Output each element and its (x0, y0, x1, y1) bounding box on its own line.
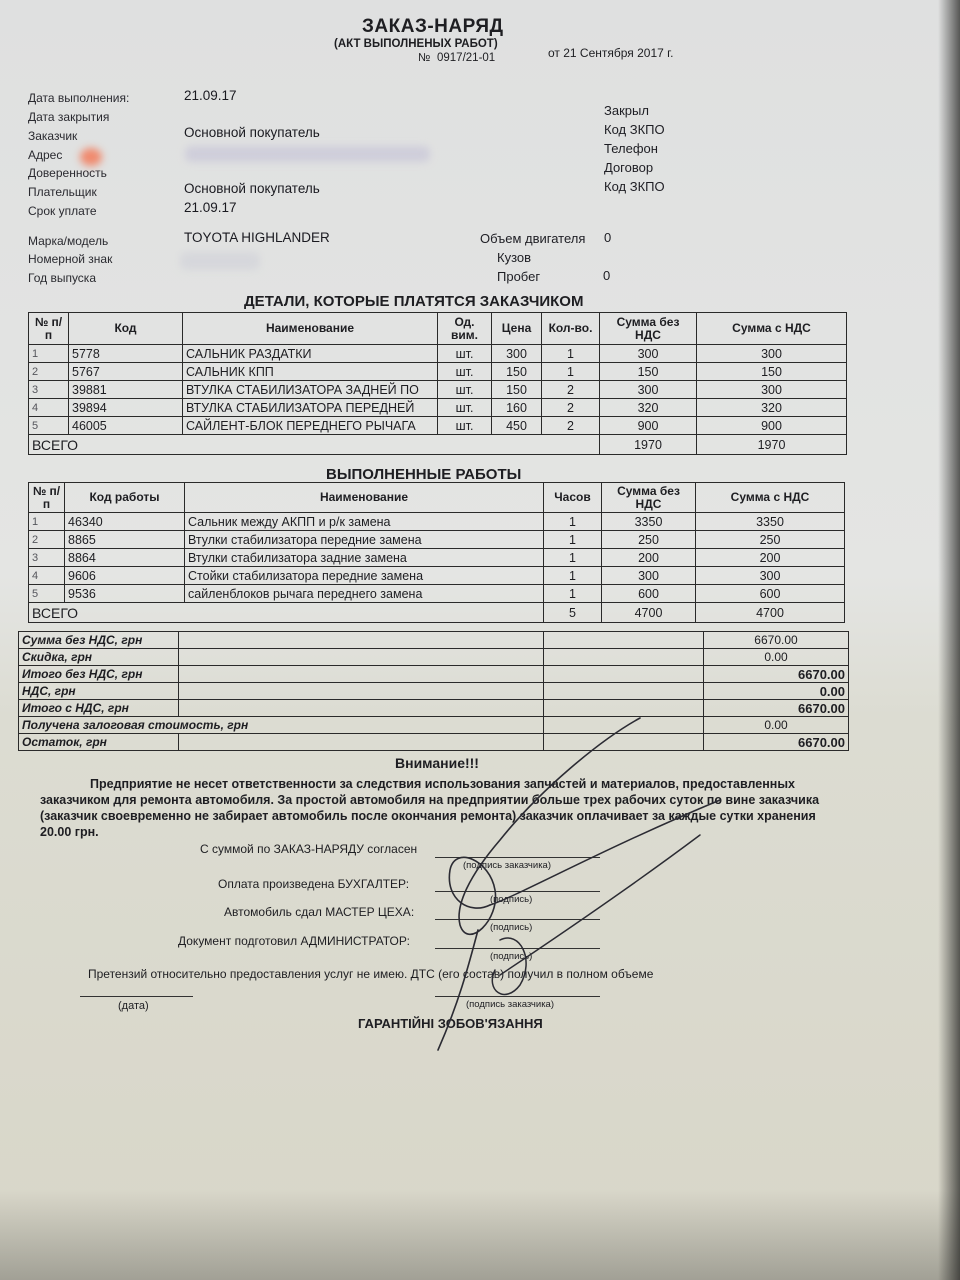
warning-text: Предприятие не несет ответственности за следствия использования запчастей и материалов, предоставленных заказчиком для ремонта автомобиля. За простой автомобиля на предприятии больше трех рабочих суток по вине заказчика (заказчик своевременно не забирает автомобиль после окончания ремонта) заказчик оплачивает за каждые сутки хранения 20.00 грн. (40, 777, 820, 839)
part-qty: 2 (542, 417, 600, 435)
work-hours: 1 (544, 549, 602, 567)
claims-date-sub: (дата) (118, 1000, 149, 1012)
part-name: ВТУЛКА СТАБИЛИЗАТОРА ЗАДНЕЙ ПО (183, 381, 438, 399)
part-sum-vat: 900 (697, 417, 847, 435)
works-header-num: № п/п (29, 483, 65, 513)
document-title: ЗАКАЗ-НАРЯД (362, 16, 504, 37)
work-code: 9606 (65, 567, 185, 585)
parts-header-num: № п/п (29, 313, 69, 345)
summary-label: Сумма без НДС, грн (19, 632, 179, 649)
works-section-title: ВЫПОЛНЕННЫЕ РАБОТЫ (326, 466, 522, 483)
work-sum-vat: 200 (696, 549, 845, 567)
summary-label: Итого с НДС, грн (19, 700, 179, 717)
part-sum-no-vat: 150 (600, 363, 697, 381)
signature-agree-sub: (подпись заказчика) (463, 860, 552, 871)
claims-text: Претензий относительно предоставления услуг не имею. ДТС (его состав) получил в полном объеме (88, 967, 654, 981)
part-num: 5 (29, 417, 69, 435)
summary-value: 0.00 (704, 683, 849, 700)
part-qty: 1 (542, 363, 600, 381)
work-name: Втулки стабилизатора передние замена (185, 531, 544, 549)
part-code: 39881 (69, 381, 183, 399)
parts-header-sum-vat: Сумма с НДС (697, 313, 847, 345)
part-code: 5778 (69, 345, 183, 363)
part-sum-vat: 150 (697, 363, 847, 381)
work-code: 46340 (65, 513, 185, 531)
works-header-hours: Часов (544, 483, 602, 513)
work-sum-vat: 3350 (696, 513, 845, 531)
part-name: САЛЬНИК РАЗДАТКИ (183, 345, 438, 363)
work-name: Стойки стабилизатора передние замена (185, 567, 544, 585)
work-num: 5 (29, 585, 65, 603)
parts-header-sum-no-vat: Сумма без НДС (600, 313, 697, 345)
parts-header-price: Цена (492, 313, 542, 345)
warranty-title: ГАРАНТІЙНІ ЗОБОВ'ЯЗАННЯ (358, 1016, 543, 1031)
parts-header-unit: Од. вим. (438, 313, 492, 345)
works-header-sum-vat: Сумма с НДС (696, 483, 845, 513)
info-label-payment-due: Срок уплате (28, 204, 97, 218)
work-code: 8865 (65, 531, 185, 549)
work-code: 9536 (65, 585, 185, 603)
parts-total-no-vat: 1970 (600, 435, 697, 455)
signature-admin-sub: (подпись) (490, 951, 533, 962)
vehicle-model: TOYOTA HIGHLANDER (184, 230, 330, 245)
vehicle-engine-label: Объем двигателя (480, 231, 586, 246)
part-unit: шт. (438, 399, 492, 417)
signature-master-label: Автомобиль сдал МАСТЕР ЦЕХА: (224, 905, 415, 919)
part-qty: 2 (542, 381, 600, 399)
part-sum-no-vat: 300 (600, 381, 697, 399)
work-sum-no-vat: 200 (602, 549, 696, 567)
part-sum-vat: 300 (697, 381, 847, 399)
info-value-completion-date: 21.09.17 (184, 88, 237, 103)
work-sum-no-vat: 300 (602, 567, 696, 585)
part-num: 1 (29, 345, 69, 363)
parts-total-vat: 1970 (697, 435, 847, 455)
paper-edge (938, 0, 960, 1280)
work-num: 2 (29, 531, 65, 549)
parts-header-qty: Кол-во. (542, 313, 600, 345)
part-code: 5767 (69, 363, 183, 381)
work-name: сайленблоков рычага переднего замена (185, 585, 544, 603)
work-num: 3 (29, 549, 65, 567)
works-header-name: Наименование (185, 483, 544, 513)
summary-label: Получена залоговая стоимость, грн (19, 717, 544, 734)
part-price: 150 (492, 363, 542, 381)
part-unit: шт. (438, 417, 492, 435)
info-right-closed-by: Закрыл (604, 103, 649, 118)
info-right-contract: Договор (604, 160, 654, 175)
info-value-payer: Основной покупатель (184, 181, 320, 196)
vehicle-model-label: Марка/модель (28, 234, 109, 248)
info-right-zkpo-code: Код ЗКПО (604, 122, 665, 137)
part-name: САЙЛЕНТ-БЛОК ПЕРЕДНЕГО РЫЧАГА (183, 417, 438, 435)
parts-header-name: Наименование (183, 313, 438, 345)
info-label-address: Адрес (28, 148, 63, 162)
work-hours: 1 (544, 567, 602, 585)
work-sum-vat: 600 (696, 585, 845, 603)
part-price: 160 (492, 399, 542, 417)
part-sum-vat: 320 (697, 399, 847, 417)
document-number-label: № (418, 52, 431, 64)
summary-label: Остаток, грн (19, 734, 179, 751)
summary-value: 6670.00 (704, 666, 849, 683)
summary-label: Скидка, грн (19, 649, 179, 666)
work-sum-vat: 300 (696, 567, 845, 585)
works-header-sum-no-vat: Сумма без НДС (602, 483, 696, 513)
part-qty: 2 (542, 399, 600, 417)
part-code: 46005 (69, 417, 183, 435)
signature-accountant-sub: (подпись) (490, 894, 533, 905)
parts-total-label: ВСЕГО (29, 435, 600, 455)
part-unit: шт. (438, 381, 492, 399)
info-value-payment-due: 21.09.17 (184, 200, 237, 215)
part-num: 3 (29, 381, 69, 399)
info-label-close-date: Дата закрытия (28, 110, 110, 124)
work-sum-no-vat: 3350 (602, 513, 696, 531)
info-right-zkpo-code-2: Код ЗКПО (604, 179, 665, 194)
vehicle-mileage-value: 0 (603, 268, 611, 283)
work-sum-vat: 250 (696, 531, 845, 549)
vehicle-mileage-label: Пробег (497, 269, 541, 284)
part-num: 4 (29, 399, 69, 417)
part-sum-no-vat: 300 (600, 345, 697, 363)
works-total-no-vat: 4700 (602, 603, 696, 623)
signature-accountant-label: Оплата произведена БУХГАЛТЕР: (218, 877, 410, 891)
vehicle-year-label: Год выпуска (28, 271, 96, 285)
document-subtitle: (АКТ ВЫПОЛНЕНЫХ РАБОТ) (334, 38, 498, 50)
part-num: 2 (29, 363, 69, 381)
part-qty: 1 (542, 345, 600, 363)
works-total-hours: 5 (544, 603, 602, 623)
part-unit: шт. (438, 363, 492, 381)
work-hours: 1 (544, 513, 602, 531)
part-sum-vat: 300 (697, 345, 847, 363)
signature-admin-label: Документ подготовил АДМИНИСТРАТОР: (178, 934, 410, 948)
info-label-power-of-attorney: Доверенность (28, 166, 107, 180)
summary-value: 6670.00 (704, 632, 849, 649)
work-name: Сальник между АКПП и р/к замена (185, 513, 544, 531)
work-hours: 1 (544, 531, 602, 549)
works-total-vat: 4700 (696, 603, 845, 623)
signature-agree-label: С суммой по ЗАКАЗ-НАРЯДУ согласен (200, 842, 418, 856)
info-right-phone: Телефон (604, 141, 658, 156)
works-header-code: Код работы (65, 483, 185, 513)
work-hours: 1 (544, 585, 602, 603)
summary-value: 6670.00 (704, 700, 849, 717)
info-label-customer: Заказчик (28, 129, 78, 143)
info-label-payer: Плательщик (28, 185, 97, 199)
work-num: 4 (29, 567, 65, 585)
part-price: 450 (492, 417, 542, 435)
work-num: 1 (29, 513, 65, 531)
info-label-completion-date: Дата выполнения: (28, 91, 130, 105)
vehicle-engine-value: 0 (604, 230, 612, 245)
vehicle-body-label: Кузов (497, 250, 532, 265)
summary-value: 0.00 (704, 717, 849, 734)
summary-value: 0.00 (704, 649, 849, 666)
work-sum-no-vat: 600 (602, 585, 696, 603)
work-sum-no-vat: 250 (602, 531, 696, 549)
summary-value: 6670.00 (704, 734, 849, 751)
signature-master-sub: (подпись) (490, 922, 533, 933)
document-number: 0917/21-01 (437, 52, 496, 64)
part-price: 300 (492, 345, 542, 363)
part-code: 39894 (69, 399, 183, 417)
works-total-label: ВСЕГО (29, 603, 544, 623)
part-name: САЛЬНИК КПП (183, 363, 438, 381)
part-sum-no-vat: 900 (600, 417, 697, 435)
parts-section-title: ДЕТАЛИ, КОТОРЫЕ ПЛАТЯТСЯ ЗАКАЗЧИКОМ (244, 293, 584, 310)
part-sum-no-vat: 320 (600, 399, 697, 417)
summary-label: НДС, грн (19, 683, 179, 700)
vehicle-plate-label: Номерной знак (28, 252, 113, 266)
document-date: от 21 Сентября 2017 г. (548, 46, 674, 60)
claims-sign-sub: (подпись заказчика) (466, 999, 555, 1010)
work-code: 8864 (65, 549, 185, 567)
parts-header-code: Код (69, 313, 183, 345)
photo-shadow (0, 1190, 960, 1280)
info-value-customer: Основной покупатель (184, 125, 320, 140)
part-price: 150 (492, 381, 542, 399)
warning-title: Внимание!!! (395, 755, 479, 771)
part-unit: шт. (438, 345, 492, 363)
work-name: Втулки стабилизатора задние замена (185, 549, 544, 567)
summary-label: Итого без НДС, грн (19, 666, 179, 683)
part-name: ВТУЛКА СТАБИЛИЗАТОРА ПЕРЕДНЕЙ (183, 399, 438, 417)
